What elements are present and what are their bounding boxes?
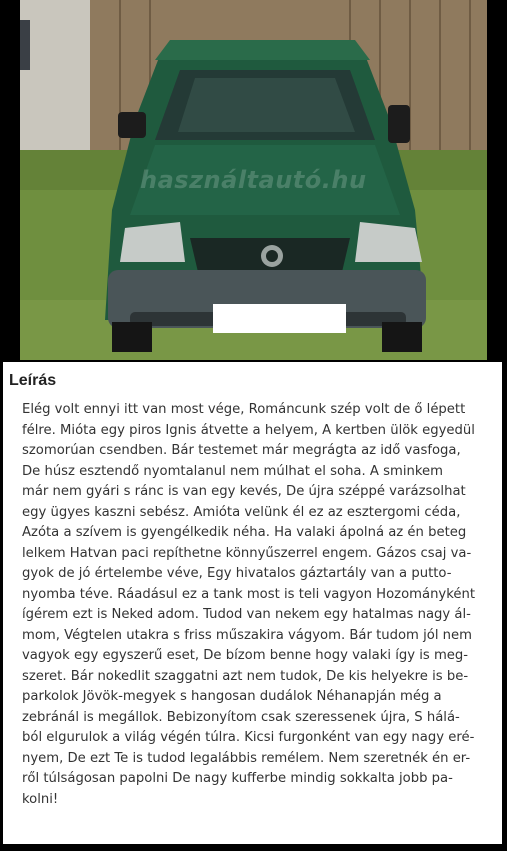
description-line: vagyok egy egyszerű eset, De bízom benne hogy valaki így is meg-: [22, 648, 469, 663]
description-line: ről túlságosan papolni De nagy kufferbe mindig sokkalta jobb pa-: [22, 771, 453, 786]
license-plate-redaction: [213, 304, 346, 333]
description-line: ígérem ezt is Neked adom. Tudod van nekem egy hatalmas nagy ál-: [22, 607, 471, 622]
description-line: ból elgurulok a világ végén túlra. Kicsi furgonként van egy nagy eré-: [22, 730, 475, 745]
description-line: szeret. Bár nokedlit szaggatni azt nem tudok, De kis helyekre is be-: [22, 668, 469, 684]
description-line: zebránál is megállok. Bebizonyítom csak szeressenek újra, S hálá-: [22, 709, 460, 725]
description-body: [22, 400, 491, 810]
description-line: Elég volt ennyi itt van most vége, Románcunk szép volt de ő lépett: [22, 402, 466, 417]
description-line: egy ügyes kaszni sebész. Amióta velünk él ez az esztergomi céda,: [22, 504, 461, 520]
description-line: nyomba téve. Ráadásul ez a tank most is teli vagyon Hozományként: [22, 586, 476, 602]
description-line: De húsz esztendő nyomtalanul nem múlhat el soha. A sminkem: [22, 463, 443, 479]
description-line: parkolok Jövök-megyek s hangosan dudálok Néhanapján még a: [22, 689, 442, 704]
description-line: Azóta a szívem is gyengélkedik néha. Ha valaki ápolná az én beteg: [22, 525, 467, 540]
description-line: lelkem Hatvan paci repíthetne könnyűszerrel engem. Gázos csaj va-: [22, 545, 472, 561]
description-line: már nem gyári s ránc is van egy kevés, De újra széppé varázsolhat: [22, 484, 466, 499]
description-title: Leírás: [9, 372, 57, 389]
watermark-text: használtautó.hu: [140, 166, 367, 194]
description-line: gyok de jó értelembe véve, Egy hivatalos gáztartály van a putto-: [22, 566, 452, 581]
description-line: kolni!: [22, 791, 59, 807]
description-line: félre. Mióta egy piros Ignis átvette a helyem, A kertben ülök egyedül: [22, 422, 475, 438]
description-line: mom, Végtelen utakra s friss műszakira vágyom. Bár tudom jól nem: [22, 627, 472, 643]
description-line: nyem, De ezt Te is tudod legalábbis remélem. Nem szeretnék én er-: [22, 750, 471, 766]
car-photo: [20, 0, 487, 360]
description-line: szomorúan csendben. Bár testemet már megrágta az idő vasfoga,: [22, 443, 461, 458]
description-card: [3, 362, 502, 844]
